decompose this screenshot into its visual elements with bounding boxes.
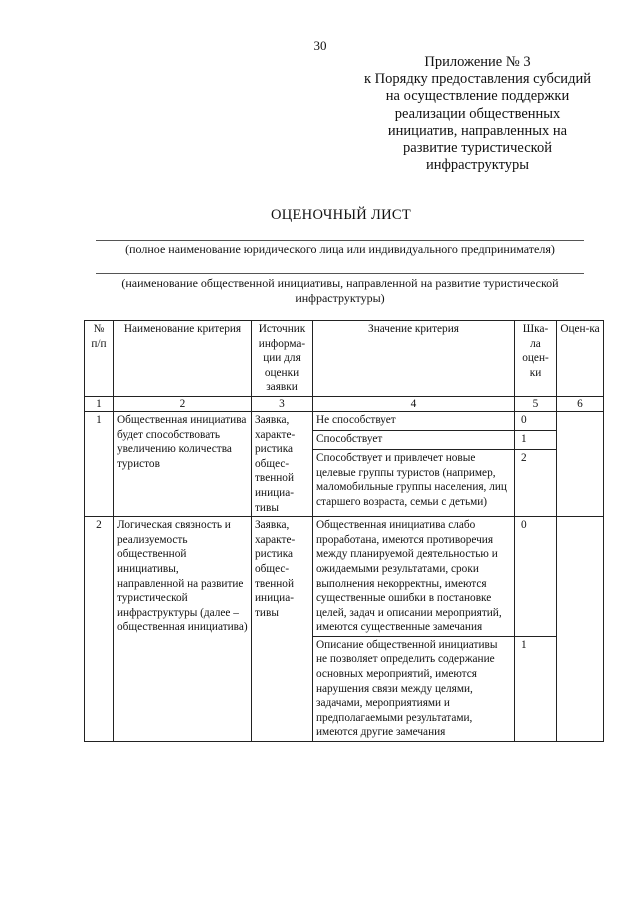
column-number-row — [85, 396, 604, 411]
criterion-value: Общественная инициатива слабо проработана, имеются противоречия между планируемой деятельностью и ожидаемыми результатами, сроки выполнения некорректны, имеются существенные ошибки в постановке целей, задач и описании мероприятий, имеются существенные замечания — [313, 517, 515, 637]
header-value: Значение критерия — [313, 321, 515, 397]
rating-cell[interactable] — [557, 517, 604, 742]
criterion-value: Способствует и привлечет новые целевые группы туристов (например, маломобильные группы населения, лиц старшего возраста, семьи с детьми) — [313, 450, 515, 517]
table-row — [85, 411, 604, 430]
appendix-line: к Порядку предоставления субсидий — [364, 71, 591, 88]
appendix-line: реализации общественных — [394, 105, 561, 122]
column-number: 3 — [252, 396, 313, 411]
table-header-row — [85, 321, 604, 397]
rating-cell[interactable] — [557, 411, 604, 516]
table-row — [85, 517, 604, 637]
appendix-header — [350, 54, 605, 174]
header-source: Источник информа-ции для оценки заявки — [252, 321, 313, 397]
header-scale: Шка-ла оцен-ки — [515, 321, 557, 397]
initiative-name-blank-line — [96, 273, 584, 274]
header-num: № п/п — [85, 321, 114, 397]
entity-name-caption: (полное наименование юридического лица или индивидуального предпринимателя) — [125, 242, 555, 256]
initiative-name-caption: (наименование общественной инициативы, направленной на развитие туристической инфраструктуры) — [121, 276, 559, 305]
appendix-line: Приложение № 3 — [424, 54, 531, 70]
criterion-value: Описание общественной инициативы не позволяет определить содержание основных мероприятий, имеются нарушения связи между целями, задачами, мероприятиями и предполагаемыми результатами, имеются другие замечания — [313, 636, 515, 741]
row-num: 2 — [85, 517, 114, 742]
info-source: Заявка, характе-ристика общес-твенной инициа-тивы — [252, 411, 313, 516]
appendix-line: развитие туристической — [403, 140, 552, 157]
appendix-line: инфраструктуры — [425, 157, 530, 174]
appendix-line: на осуществление поддержки — [385, 88, 570, 105]
criterion-name: Общественная инициатива будет способствовать увеличению количества туристов — [114, 411, 252, 516]
scale-score: 1 — [515, 636, 557, 741]
criteria-table — [84, 320, 604, 742]
column-number: 5 — [515, 396, 557, 411]
criterion-value: Не способствует — [313, 411, 515, 430]
criterion-name: Логическая связность и реализуемость общественной инициативы, направленной на развитие туристической инфраструктуры (далее – общественная инициатива) — [114, 517, 252, 742]
entity-name-blank-line — [96, 240, 584, 241]
scale-score: 1 — [515, 431, 557, 450]
header-criterion: Наименование критерия — [114, 321, 252, 397]
column-number: 4 — [313, 396, 515, 411]
document-title: ОЦЕНОЧНЫЙ ЛИСТ — [270, 207, 412, 223]
column-number: 1 — [85, 396, 114, 411]
scale-score: 0 — [515, 517, 557, 637]
page-number: 30 — [313, 38, 327, 53]
column-number: 2 — [114, 396, 252, 411]
info-source: Заявка, характе-ристика общес-твенной инициа-тивы — [252, 517, 313, 742]
scale-score: 0 — [515, 411, 557, 430]
row-num: 1 — [85, 411, 114, 516]
criterion-value: Способствует — [313, 431, 515, 450]
column-number: 6 — [557, 396, 604, 411]
scale-score: 2 — [515, 450, 557, 517]
appendix-line: инициатив, направленных на — [387, 122, 568, 139]
header-rating: Оцен-ка — [557, 321, 604, 397]
